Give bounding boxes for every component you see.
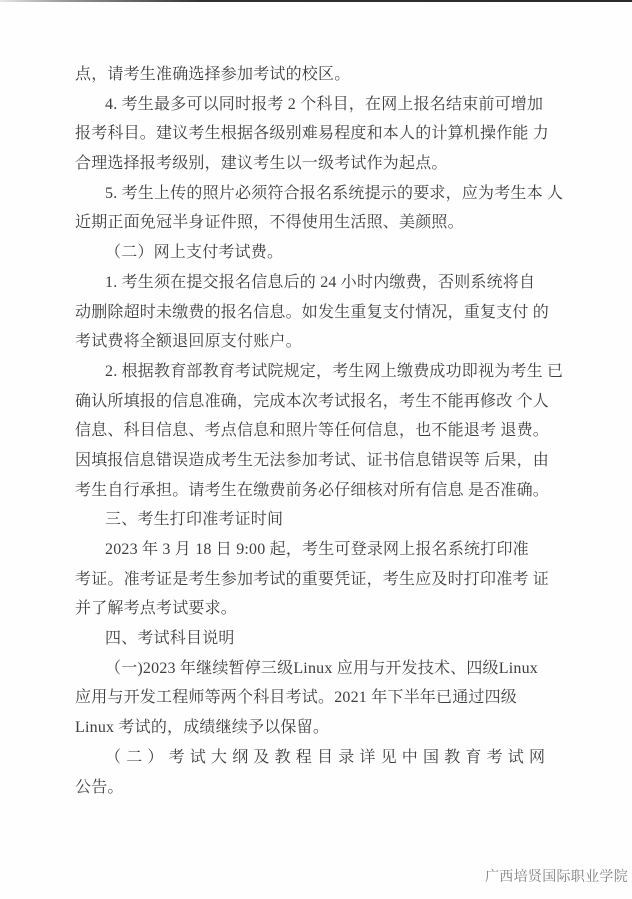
document-line: 考生自行承担。请考生在缴费前务必仔细核对所有信息 是否准确。 <box>75 481 550 499</box>
document-line: 并了解考点考试要求。 <box>75 600 238 618</box>
document-line: 5. 考生上传的照片必须符合报名系统提示的要求，应为考生本 人 <box>105 184 564 202</box>
document-line: 应用与开发工程师等两个科目考试。2021 年下半年已通过四级 <box>75 689 518 707</box>
document-text-block <box>75 60 567 802</box>
document-line: （二）考试大纲及教程目录详见中国教育考试网 <box>105 748 551 766</box>
document-line: 2. 根据教育部教育考试院规定，考生网上缴费成功即视为考生 已 <box>105 362 564 380</box>
document-line: 4. 考生最多可以同时报考 2 个科目，在网上报名结束前可增加 <box>105 95 544 113</box>
document-line: 动删除超时未缴费的报名信息。如发生重复支付情况，重复支付 的 <box>75 303 550 321</box>
document-line: 2023 年 3 月 18 日 9:00 起，考生可登录网上报名系统打印准 <box>105 541 529 558</box>
document-line: 因填报信息错误造成考生无法参加考试、证书信息错误等 后果，由 <box>75 451 550 469</box>
document-line: Linux 考试的，成绩继续予以保留。 <box>75 719 330 737</box>
document-line: 三、考生打印准考证时间 <box>105 511 284 529</box>
document-line: 近期正面免冠半身证件照，不得使用生活照、美颜照。 <box>75 214 464 232</box>
document-line: 考证。准考证是考生参加考试的重要凭证，考生应及时打印准考 证 <box>75 570 550 588</box>
document-line: 信息、科目信息、考点信息和照片等任何信息，也不能退考 退费。 <box>75 422 550 440</box>
scan-top-edge <box>0 0 632 2</box>
watermark-text: 广西培贤国际职业学院 <box>485 870 628 885</box>
document-line: 考试费将全额退回原支付账户。 <box>75 333 302 351</box>
document-line: 确认所填报的信息准确，完成本次考试报名，考生不能再修改 个人 <box>75 392 550 410</box>
document-line: 合理选择报考级别，建议考生以一级考试作为起点。 <box>75 155 448 173</box>
document-line: 点，请考生准确选择参加考试的校区。 <box>75 66 351 83</box>
document-line: 四、考试科目说明 <box>105 630 235 648</box>
document-line: （二）网上支付考试费。 <box>105 244 284 262</box>
document-line: 报考科目。建议考生根据各级别难易程度和本人的计算机操作能 力 <box>75 125 550 143</box>
document-line: （一)2023 年继续暂停三级Linux 应用与开发技术、四级Linux <box>105 659 538 677</box>
document-line: 1. 考生须在提交报名信息后的 24 小时内缴费，否则系统将自 <box>105 273 536 291</box>
document-line: 公告。 <box>75 778 124 796</box>
